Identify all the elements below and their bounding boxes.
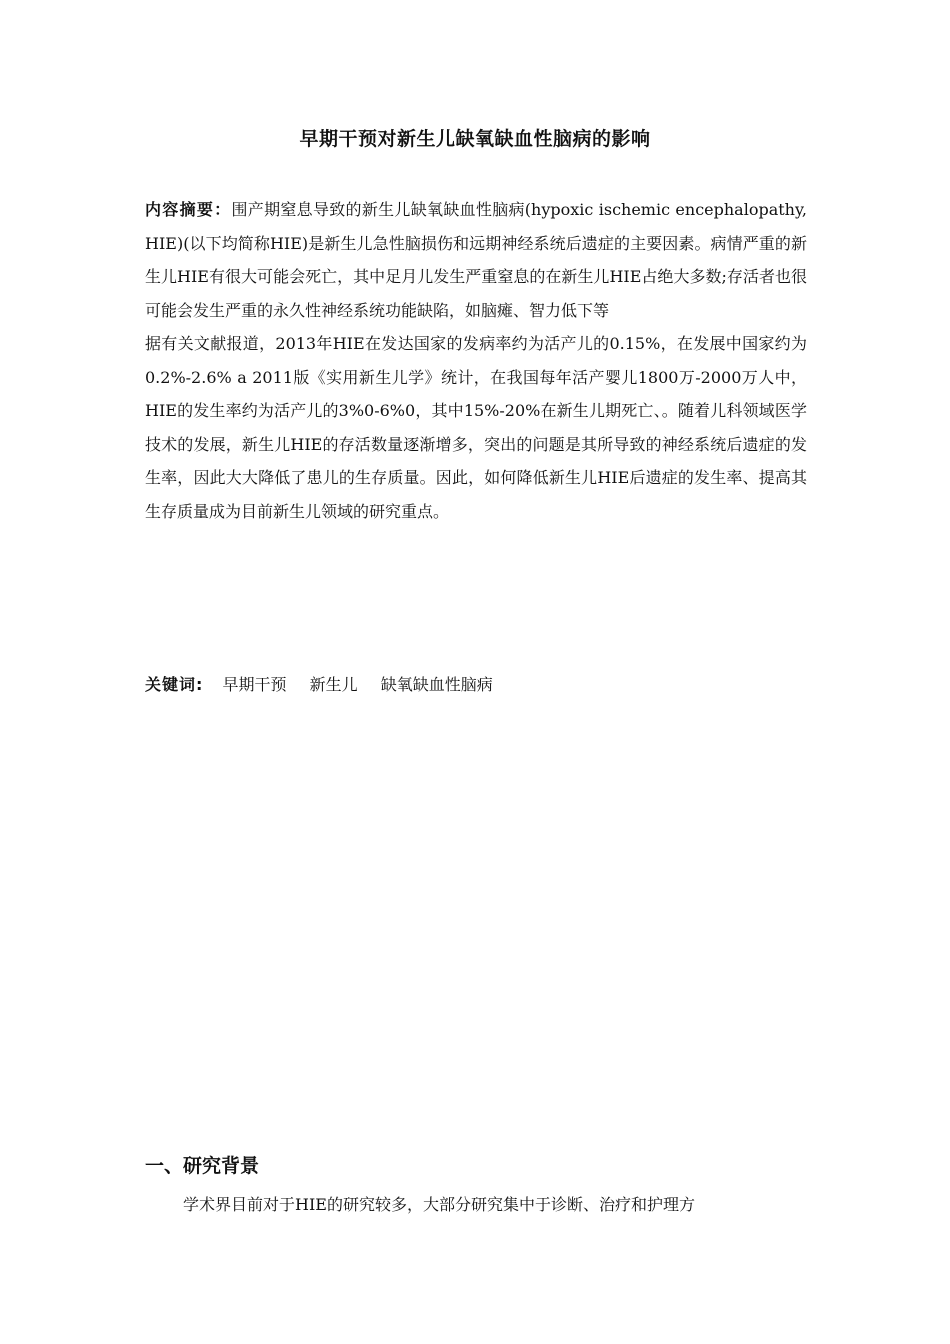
section-body-text: 学术界目前对于HIE的研究较多，大部分研究集中于诊断、治疗和护理方 — [183, 1195, 695, 1214]
keyword-item: 早期干预 — [222, 675, 287, 694]
section-heading: 一、研究背景 — [145, 1155, 260, 1177]
keyword-item: 缺氧缺血性脑病 — [380, 675, 493, 694]
keyword-item: 新生儿 — [309, 675, 358, 694]
document-title: 早期干预对新生儿缺氧缺血性脑病的影响 — [299, 128, 651, 150]
abstract-paragraph-1 — [145, 193, 807, 327]
abstract-text-1: 围产期窒息导致的新生儿缺氧缺血性脑病(hypoxic ischemic encephalopathy, HIE)(以下均简称HIE)是新生儿急性脑损伤和远期神经系统后遗症的主要因素。病情严重的新生儿HIE有很大可能会死亡，其中足月儿发生严重窒息的在新生儿HIE占绝大多数;存活者也很可能会发生严重的永久性神经系统功能缺陷，如脑瘫、智力低下等 — [145, 200, 807, 320]
keywords-label: 关键词: — [145, 675, 204, 694]
abstract-label: 内容摘要： — [145, 200, 232, 219]
keywords-line — [145, 670, 511, 700]
abstract-block — [145, 193, 807, 528]
abstract-paragraph-2: 据有关文献报道，2013年HIE在发达国家的发病率约为活产儿的0.15%，在发展中国家约为0.2%-2.6% a 2011版《实用新生儿学》统计，在我国每年活产婴儿1800万-2000万人中，HIE的发生率约为活产儿的3%0-6%0，其中15%-20%在新生儿期死亡、。随着儿科领域医学技术的发展，新生儿HIE的存活数量逐渐增多，突出的问题是其所导致的神经系统后遗症的发生率，因此大大降低了患儿的生存质量。因此，如何降低新生儿HIE后遗症的发生率、提高其生存质量成为目前新生儿领域的研究重点。 — [145, 334, 807, 521]
